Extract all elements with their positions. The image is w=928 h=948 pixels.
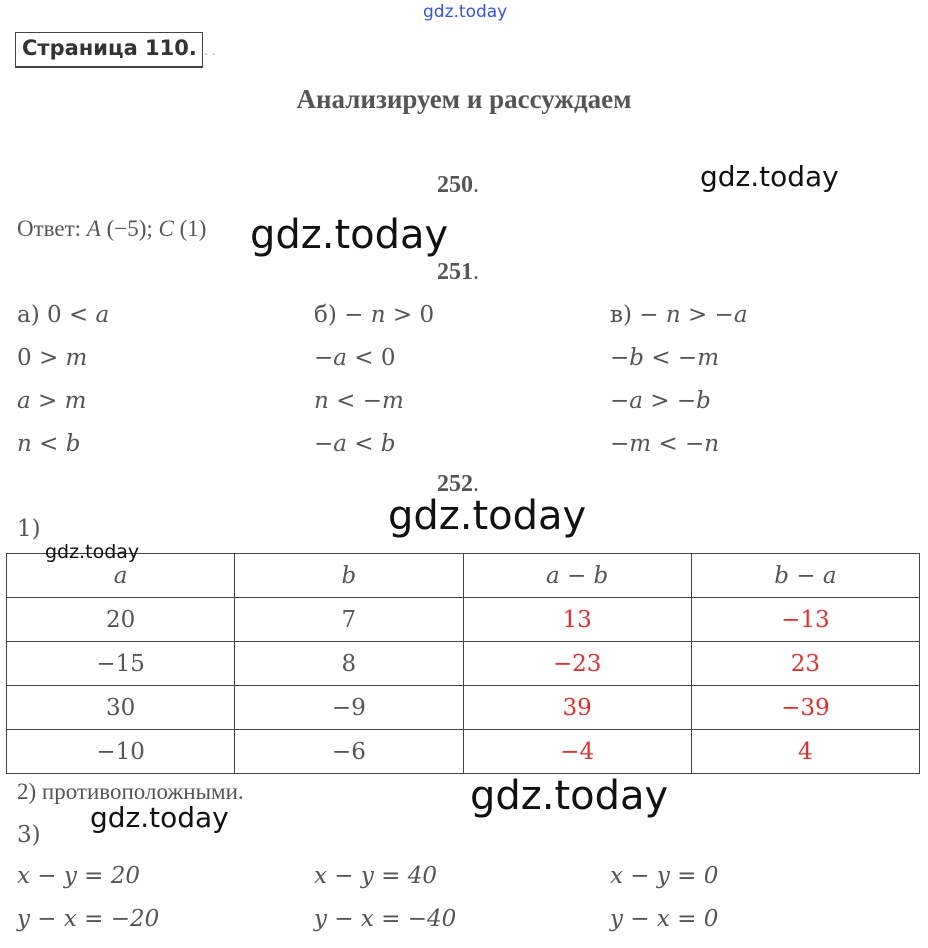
equation: x − y = 0 (610, 863, 719, 889)
task-251-c-line-3: −a > −b (610, 388, 711, 414)
watermark: gdz.today (388, 493, 587, 539)
table-cell-answer: −4 (463, 730, 691, 774)
task-251-c-line-4: −m < −n (610, 431, 720, 457)
page-label-dots: . . (204, 44, 216, 58)
task-251-c-line-2: −b < −m (610, 345, 719, 371)
task-251-b-line-2: −a < 0 (314, 345, 396, 371)
table-cell-answer: 13 (463, 598, 691, 642)
watermark: gdz.today (470, 773, 669, 819)
point-a-label: A (86, 216, 101, 241)
table-header-cell: a − b (463, 554, 691, 598)
task-251-a-line-3: a > m (17, 388, 87, 414)
table-cell: −6 (235, 730, 463, 774)
task-250-number: 250. (437, 172, 479, 198)
task-250-answer: Ответ: A (−5); C (1) (17, 216, 207, 241)
task-251-b-line-3: n < −m (314, 388, 404, 414)
table-header-cell: b (235, 554, 463, 598)
table-cell-answer: −13 (691, 598, 919, 642)
table-cell: 7 (235, 598, 463, 642)
table-header-cell: a (7, 554, 235, 598)
watermark: gdz.today (45, 541, 140, 563)
equation: x − y = 20 (17, 863, 141, 889)
watermark: gdz.today (250, 212, 449, 258)
task-252-part-1-label: 1) (17, 516, 41, 542)
table-row (7, 598, 920, 642)
table-cell: −10 (7, 730, 235, 774)
section-title: Анализируем и рассуждаем (296, 84, 632, 114)
table-row (7, 730, 920, 774)
table-header-cell: b − a (691, 554, 919, 598)
page-label-text: Страница 110. (22, 36, 197, 60)
equation: y − x = 0 (610, 906, 719, 932)
task-252-part-2: 2) противоположными. (17, 779, 244, 804)
task-251-a-line-4: n < b (17, 431, 81, 457)
table-cell: −15 (7, 642, 235, 686)
task-252-part-3-label: 3) (17, 822, 41, 848)
difference-table (6, 553, 920, 774)
table-row (7, 642, 920, 686)
task-251-c-line-1: в) − n > −a (610, 302, 748, 328)
page-label (15, 32, 216, 68)
table-cell-answer: 4 (691, 730, 919, 774)
watermark: gdz.today (90, 801, 229, 834)
table-row (7, 686, 920, 730)
table-cell: −9 (235, 686, 463, 730)
equation: y − x = −40 (314, 906, 457, 932)
table-cell-answer: 23 (691, 642, 919, 686)
task-251-a-line-1: а) 0 < a (17, 302, 110, 328)
task-251-b-line-1: б) − n > 0 (314, 302, 435, 328)
task-251-number: 251. (437, 259, 479, 285)
table-cell: 20 (7, 598, 235, 642)
task-251-b-line-4: −a < b (314, 431, 396, 457)
equation: x − y = 40 (314, 863, 438, 889)
table-cell-answer: −23 (463, 642, 691, 686)
watermark-top: gdz.today (423, 2, 508, 22)
task-252-number: 252. (437, 471, 479, 497)
table-header-row (7, 554, 920, 598)
point-c-label: C (158, 216, 174, 241)
table-cell: 8 (235, 642, 463, 686)
table-cell-answer: −39 (691, 686, 919, 730)
watermark: gdz.today (700, 160, 839, 193)
table-cell: 30 (7, 686, 235, 730)
table-cell-answer: 39 (463, 686, 691, 730)
task-251-a-line-2: 0 > m (17, 345, 88, 371)
equation: y − x = −20 (17, 906, 160, 932)
